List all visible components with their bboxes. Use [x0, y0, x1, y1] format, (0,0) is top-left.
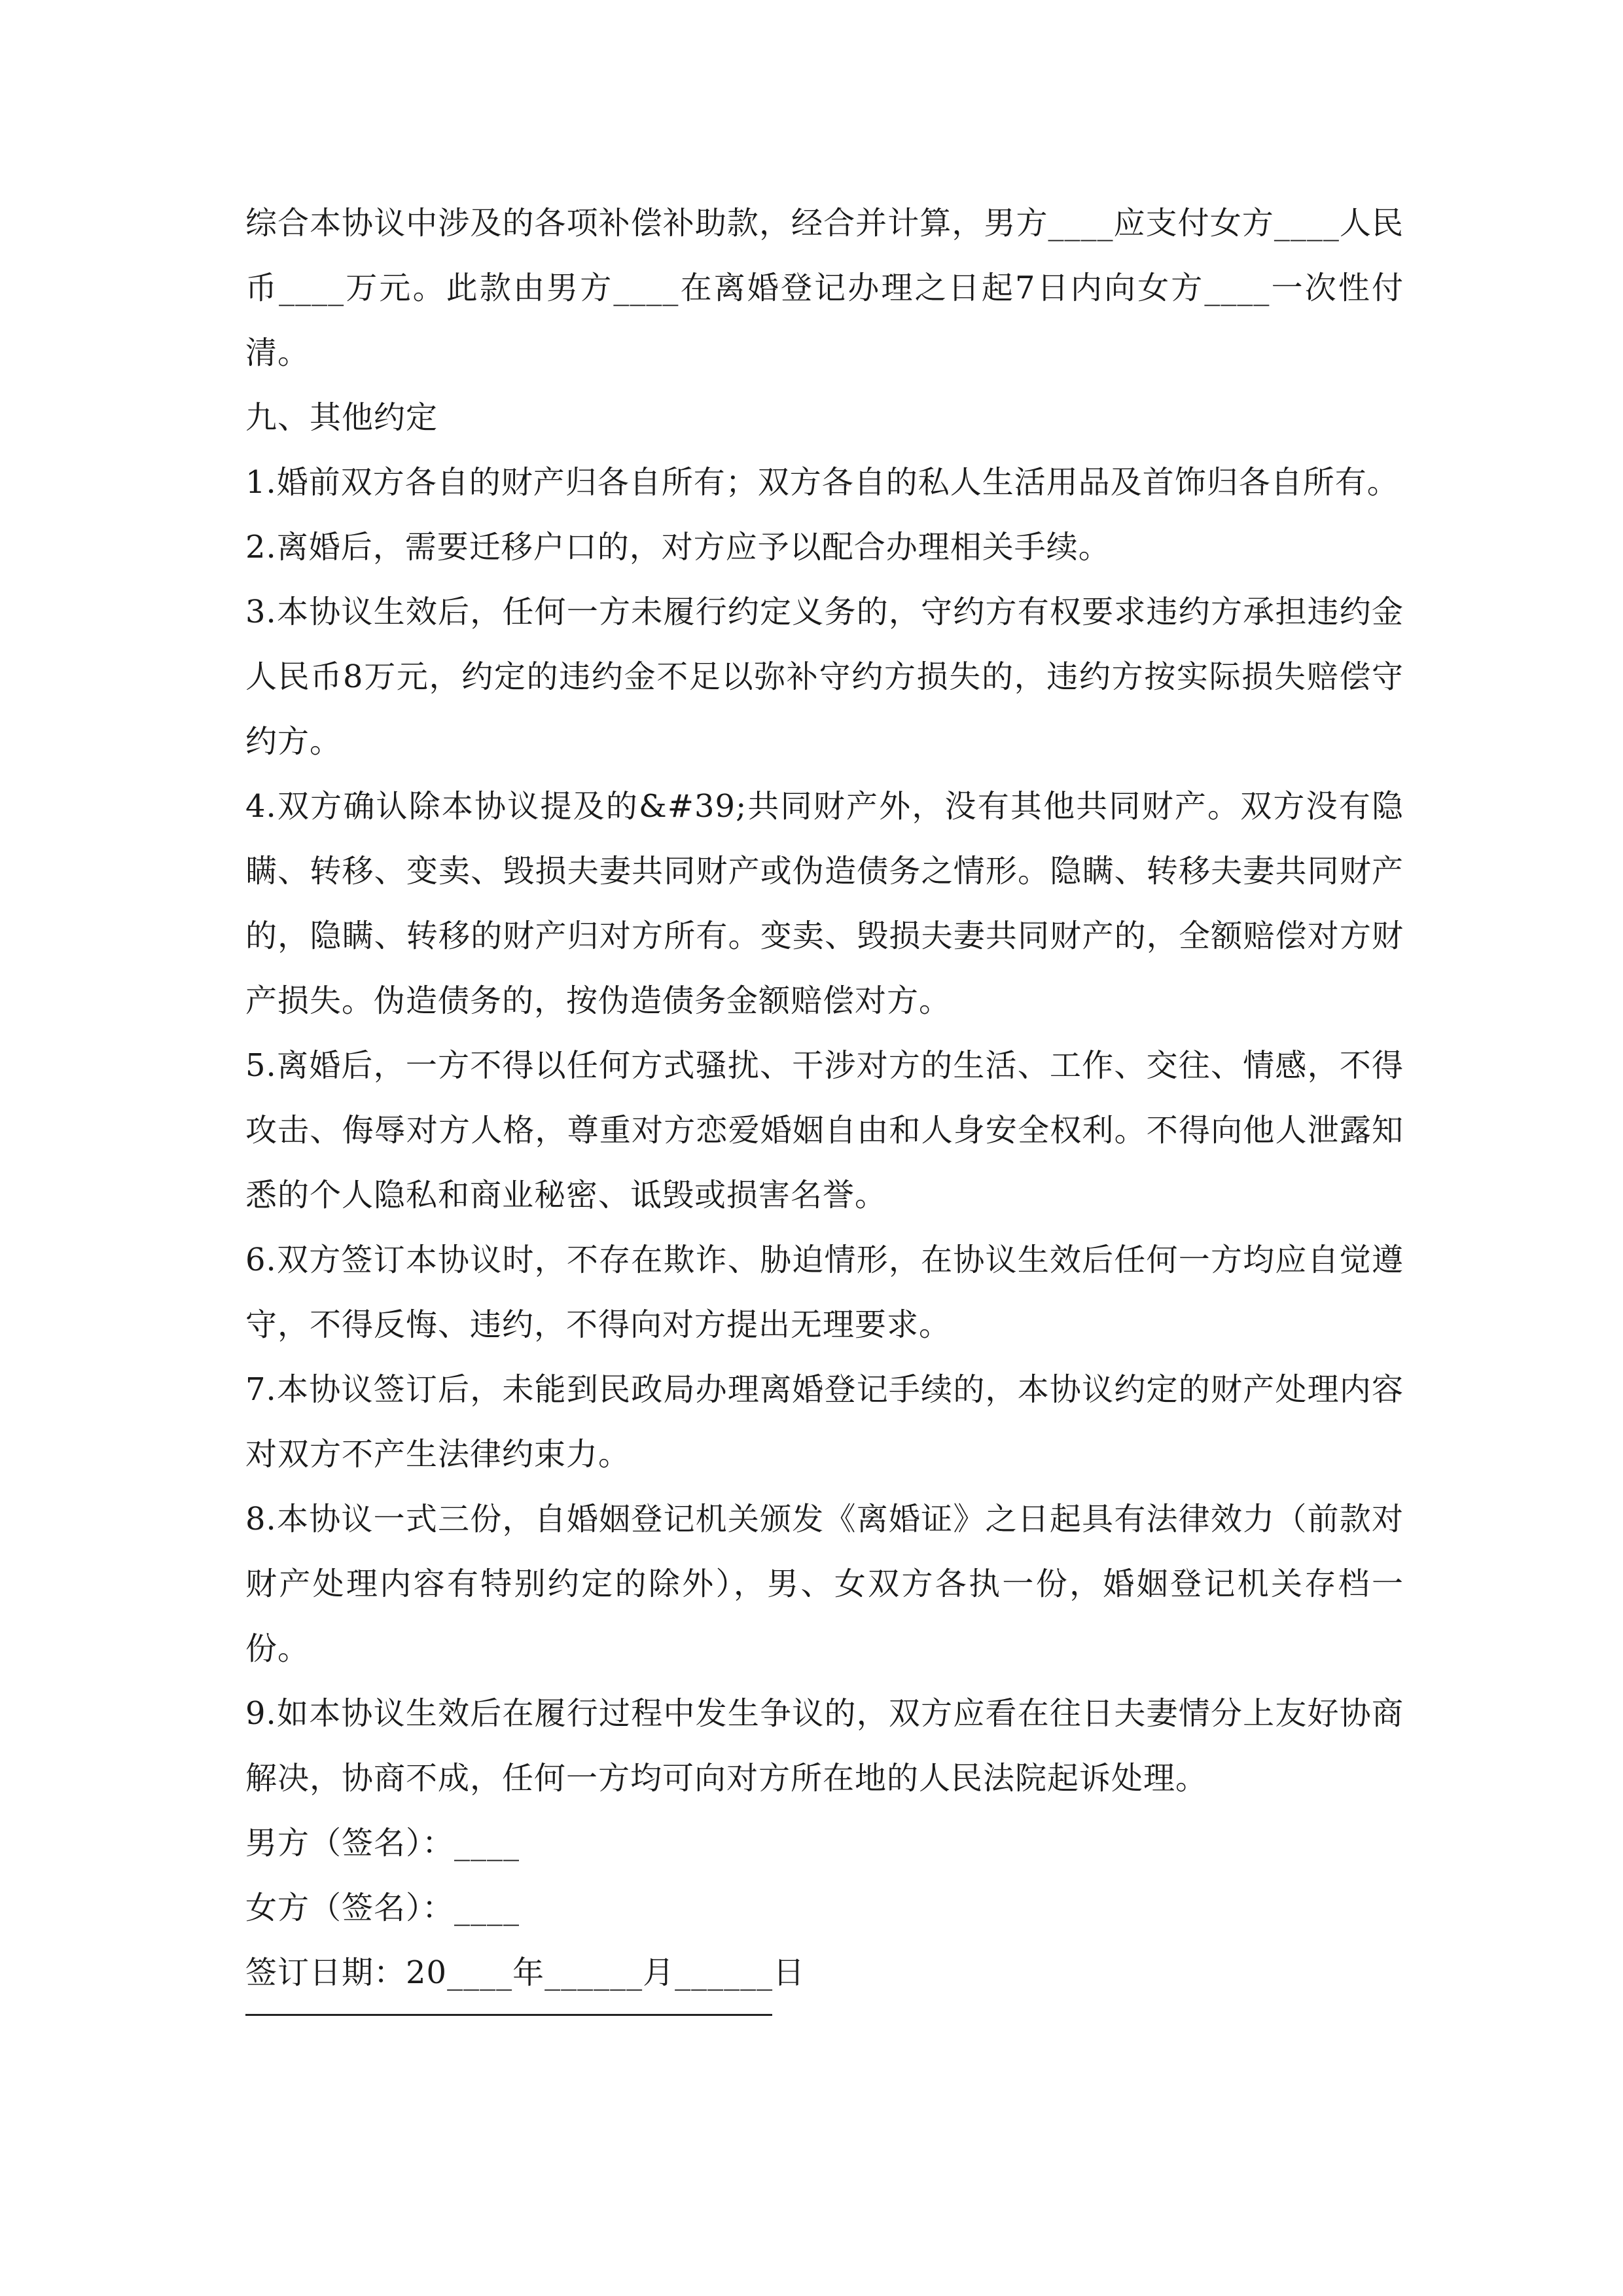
clause-9: 9.如本协议生效后在履行过程中发生争议的，双方应看在往日夫妻情分上友好协商解决，协商不成，任何一方均可向对方所在地的人民法院起诉处理。	[245, 1695, 1404, 1797]
compensation-paragraph: 综合本协议中涉及的各项补偿补助款，经合并计算，男方____应支付女方____人民币____万元。此款由男方____在离婚登记办理之日起7日内向女方____一次性付清。	[245, 205, 1404, 371]
female-signature-line: 女方（签名）：____	[245, 1890, 520, 1926]
clause-1: 1.婚前双方各自的财产归各自所有；双方各自的私人生活用品及首饰归各自所有。	[245, 464, 1399, 501]
clause-3: 3.本协议生效后，任何一方未履行约定义务的，守约方有权要求违约方承担违约金人民币8万元，约定的违约金不足以弥补守约方损失的，违约方按实际损失赔偿守约方。	[245, 594, 1404, 760]
clause-5: 5.离婚后，一方不得以任何方式骚扰、干涉对方的生活、工作、交往、情感，不得攻击、侮辱对方人格，尊重对方恋爱婚姻自由和人身安全权利。不得向他人泄露知悉的个人隐私和商业秘密、诋毁或损害名誉。	[245, 1047, 1404, 1213]
clause-4: 4.双方确认除本协议提及的&#39;共同财产外，没有其他共同财产。双方没有隐瞒、转移、变卖、毁损夫妻共同财产或伪造债务之情形。隐瞒、转移夫妻共同财产的，隐瞒、转移的财产归对方所有。变卖、毁损夫妻共同财产的，全额赔偿对方财产损失。伪造债务的，按伪造债务金额赔偿对方。	[245, 788, 1404, 1019]
clause-8: 8.本协议一式三份，自婚姻登记机关颁发《离婚证》之日起具有法律效力（前款对财产处理内容有特别约定的除外），男、女双方各执一份，婚姻登记机关存档一份。	[245, 1501, 1404, 1667]
section-heading-other-agreements: 九、其他约定	[245, 399, 438, 436]
signing-date-line: 签订日期：20____年______月______日	[245, 1954, 806, 1991]
end-divider	[245, 2014, 772, 2016]
clause-6: 6.双方签订本协议时，不存在欺诈、胁迫情形，在协议生效后任何一方均应自觉遵守，不得反悔、违约，不得向对方提出无理要求。	[245, 1242, 1404, 1343]
agreement-body	[245, 191, 1404, 2005]
clause-2: 2.离婚后，需要迁移户口的，对方应予以配合办理相关手续。	[245, 529, 1111, 565]
male-signature-line: 男方（签名）：____	[245, 1825, 520, 1861]
clause-7: 7.本协议签订后，未能到民政局办理离婚登记手续的，本协议约定的财产处理内容对双方不产生法律约束力。	[245, 1371, 1404, 1473]
